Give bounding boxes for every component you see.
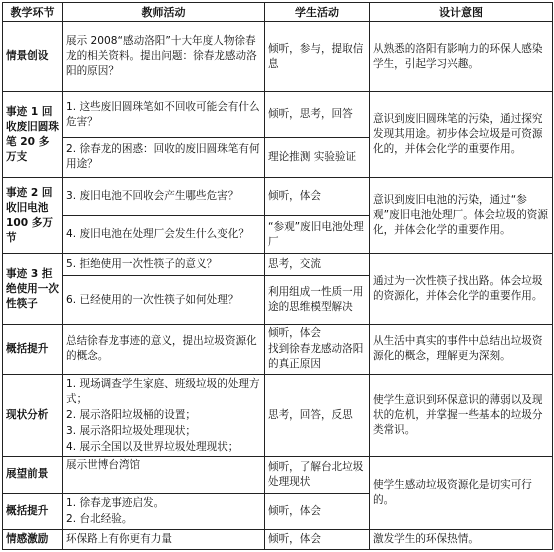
student-cell: 倾听，思考，回答 xyxy=(265,92,370,137)
intent-cell: 激发学生的环保热情。 xyxy=(370,529,553,549)
teacher-cell: 3. 废旧电池不回收会产生哪些危害？ xyxy=(63,177,265,215)
student-cell: 思考，回答，反思 xyxy=(265,374,370,456)
student-cell: 倾听，了解台北垃圾处理现状 xyxy=(265,457,370,493)
stage-cell: 概括提升 xyxy=(3,493,63,529)
student-cell xyxy=(265,324,370,374)
intent-cell: 从生活中真实的事件中总结出垃圾资源化的概念，理解更为深刻。 xyxy=(370,324,553,374)
student-line: 找到徐春龙感动洛阳的真正原因 xyxy=(268,343,364,371)
stage-cell: 事迹 3 拒绝使用一次性筷子 xyxy=(3,254,63,324)
row-event2-a xyxy=(3,177,553,215)
intent-cell: 从熟悉的洛阳有影响力的环保人感染学生，引起学习兴趣。 xyxy=(370,22,553,92)
teacher-line: 3. 展示洛阳垃圾处理现状； xyxy=(66,424,197,437)
intent-cell: 意识到废旧圆珠笔的污染，通过探究发现其用途。初步体会垃圾是可资源化的，并体会化学的重要作用。 xyxy=(370,92,553,177)
teacher-cell: 4. 废旧电池在处理厂会发生什么变化？ xyxy=(63,216,265,254)
stage-cell: 概括提升 xyxy=(3,324,63,374)
row-event3-a xyxy=(3,254,553,276)
teacher-cell xyxy=(63,493,265,529)
row-emotion xyxy=(3,529,553,549)
teacher-cell: 1. 这些废旧圆珠笔如不回收可能会有什么危害？ xyxy=(63,92,265,137)
teacher-cell xyxy=(63,374,265,456)
row-outlook xyxy=(3,457,553,493)
intent-cell: 意识到废旧电池的污染，通过“参观”废旧电池处理厂。体会垃圾的资源化，并体会化学的重要作用。 xyxy=(370,177,553,253)
header-teacher-activity: 教师活动 xyxy=(63,3,265,22)
lesson-plan xyxy=(2,2,552,550)
intent-cell: 通过为一次性筷子找出路。体会垃圾的资源化，并体会化学的重要作用。 xyxy=(370,254,553,324)
header-row xyxy=(3,3,553,22)
student-cell: 倾听，参与，提取信息 xyxy=(265,22,370,92)
teacher-cell: 展示世博台湾馆 xyxy=(63,457,265,493)
student-cell: 利用组成一性质一用途的思维模型解决 xyxy=(265,276,370,324)
teacher-cell: 2. 徐春龙的困惑：回收的废旧圆珠笔有何用途？ xyxy=(63,137,265,177)
teacher-line: 1. 现场调查学生家庭、班级垃圾的处理方式； xyxy=(66,377,260,405)
student-cell: 倾听，体会 xyxy=(265,493,370,529)
row-scenario xyxy=(3,22,553,92)
teacher-line: 4. 展示全国以及世界垃圾处理现状； xyxy=(66,440,239,453)
intent-cell: 使学生感动垃圾资源化是切实可行的。 xyxy=(370,457,553,529)
student-cell: 理论推测 实验验证 xyxy=(265,137,370,177)
header-design-intent: 设计意图 xyxy=(370,3,553,22)
header-student-activity: 学生活动 xyxy=(265,3,370,22)
student-cell: “参观”废旧电池处理厂 xyxy=(265,216,370,254)
teacher-cell: 6. 已经使用的一次性筷子如何处理？ xyxy=(63,276,265,324)
student-cell: 倾听，体会 xyxy=(265,177,370,215)
stage-cell: 事迹 1 回收废旧圆珠笔 20 多万支 xyxy=(3,92,63,177)
stage-cell: 情景创设 xyxy=(3,22,63,92)
student-cell: 倾听，体会 xyxy=(265,529,370,549)
teacher-cell: 5. 拒绝使用一次性筷子的意义？ xyxy=(63,254,265,276)
teacher-cell: 展示 2008“感动洛阳”十大年度人物徐春龙的相关资料。提出问题：徐春龙感动洛阳的原因？ xyxy=(63,22,265,92)
teacher-cell: 环保路上有你更有力量 xyxy=(63,529,265,549)
lesson-plan-table xyxy=(2,2,553,550)
teacher-line: 1. 徐春龙事迹启发。 xyxy=(66,496,165,509)
teacher-line: 2. 展示洛阳垃圾桶的设置； xyxy=(66,408,197,421)
teacher-line: 2. 台北经验。 xyxy=(66,512,133,525)
student-line: 倾听，体会 xyxy=(268,327,321,340)
stage-cell: 现状分析 xyxy=(3,374,63,456)
row-analysis xyxy=(3,374,553,456)
stage-cell: 情感激励 xyxy=(3,529,63,549)
intent-cell: 使学生意识到环保意识的薄弱以及现状的危机，并掌握一些基本的垃圾分类常识。 xyxy=(370,374,553,456)
row-event1-a xyxy=(3,92,553,137)
header-stage: 教学环节 xyxy=(3,3,63,22)
stage-cell: 事迹 2 回收旧电池 100 多万节 xyxy=(3,177,63,253)
row-summary xyxy=(3,324,553,374)
stage-cell: 展望前景 xyxy=(3,457,63,493)
teacher-cell: 总结徐春龙事迹的意义，提出垃圾资源化的概念。 xyxy=(63,324,265,374)
student-cell: 思考，交流 xyxy=(265,254,370,276)
